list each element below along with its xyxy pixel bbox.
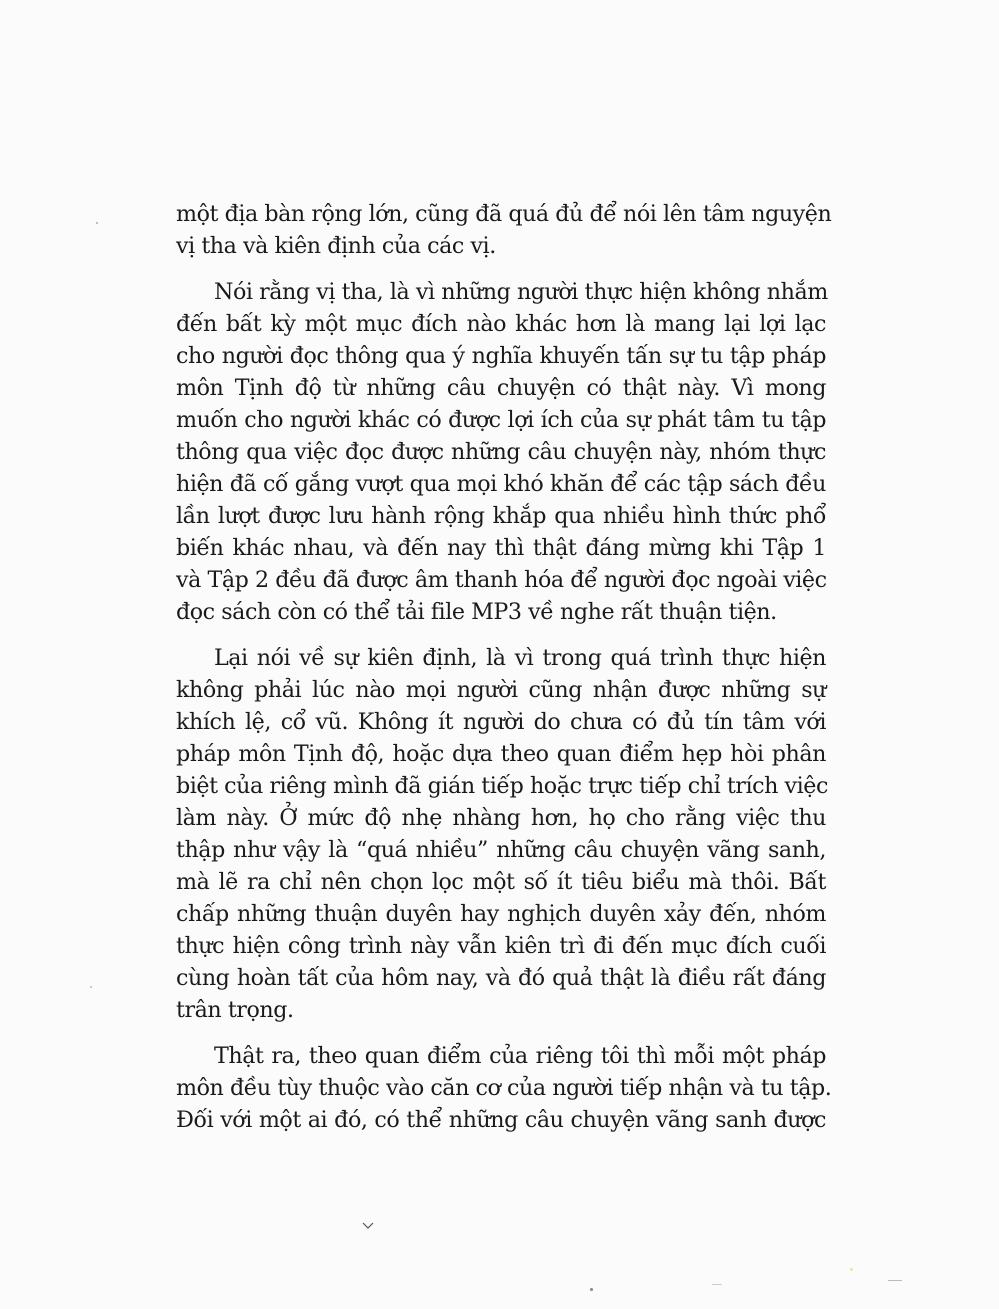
text-line: Thật ra, theo quan điểm của riêng tôi thì mỗi một pháp	[214, 1043, 826, 1069]
text-line: cùng hoàn tất của hôm nay, và đó quả thật là điều rất đáng	[176, 965, 826, 991]
text-line: muốn cho người khác có được lợi ích của sự phát tâm tu tập	[176, 407, 826, 433]
text-line: biệt của riêng mình đã gián tiếp hoặc trực tiếp chỉ trích việc	[176, 773, 828, 799]
text-line: chấp những thuận duyên hay nghịch duyên xảy đến, nhóm	[176, 901, 826, 927]
text-line: môn đều tùy thuộc vào căn cơ của người tiếp nhận và tu tập.	[176, 1075, 832, 1101]
text-line: hiện đã cố gắng vượt qua mọi khó khăn để các tập sách đều	[176, 471, 826, 497]
text-line: biến khác nhau, và đến nay thì thật đáng mừng khi Tập 1	[176, 535, 826, 561]
scan-mark	[712, 1284, 722, 1285]
text-line: đến bất kỳ một mục đích nào khác hơn là mang lại lợi lạc	[176, 311, 826, 337]
body-text	[176, 198, 832, 1136]
text-line: thực hiện công trình này vẫn kiên trì đi đến mục đích cuối	[176, 933, 826, 959]
scan-mark	[888, 1280, 902, 1281]
paragraph-3	[176, 642, 826, 1026]
text-line: một địa bàn rộng lớn, cũng đã quá đủ để nói lên tâm nguyện	[176, 201, 832, 227]
text-line: khích lệ, cổ vũ. Không ít người do chưa có đủ tín tâm với	[176, 709, 826, 735]
text-line: cho người đọc thông qua ý nghĩa khuyến tấn sự tu tập pháp	[176, 343, 826, 369]
text-line: thông qua việc đọc được những câu chuyện này, nhóm thực	[176, 439, 826, 465]
text-line: Nói rằng vị tha, là vì những người thực hiện không nhắm	[214, 279, 828, 305]
scan-speck	[96, 222, 98, 224]
chevron-down-icon	[362, 1222, 374, 1230]
text-line: làm này. Ở mức độ nhẹ nhàng hơn, họ cho rằng việc thu	[176, 805, 826, 831]
text-line: lần lượt được lưu hành rộng khắp qua nhiều hình thức phổ	[176, 503, 826, 529]
scan-speck	[850, 1268, 853, 1271]
text-line: trân trọng.	[176, 997, 294, 1023]
paragraph-2	[176, 276, 826, 628]
text-line: môn Tịnh độ từ những câu chuyện có thật này. Vì mong	[176, 375, 826, 401]
paragraph-4	[176, 1040, 832, 1136]
text-line: pháp môn Tịnh độ, hoặc dựa theo quan điểm hẹp hòi phân	[176, 741, 826, 767]
paragraph-1	[176, 198, 832, 262]
text-line: mà lẽ ra chỉ nên chọn lọc một số ít tiêu biểu mà thôi. Bất	[176, 869, 826, 895]
scan-speck	[590, 1288, 593, 1291]
text-line: thập như vậy là “quá nhiều” những câu chuyện vãng sanh,	[176, 837, 826, 863]
text-line: vị tha và kiên định của các vị.	[176, 233, 496, 259]
text-line: đọc sách còn có thể tải file MP3 về nghe rất thuận tiện.	[176, 599, 777, 625]
text-line: Đối với một ai đó, có thể những câu chuyện vãng sanh được	[176, 1107, 826, 1133]
text-line: và Tập 2 đều đã được âm thanh hóa để người đọc ngoài việc	[176, 567, 827, 593]
text-line: Lại nói về sự kiên định, là vì trong quá trình thực hiện	[214, 645, 826, 671]
scan-speck	[90, 986, 92, 988]
text-line: không phải lúc nào mọi người cũng nhận được những sự	[176, 677, 826, 703]
